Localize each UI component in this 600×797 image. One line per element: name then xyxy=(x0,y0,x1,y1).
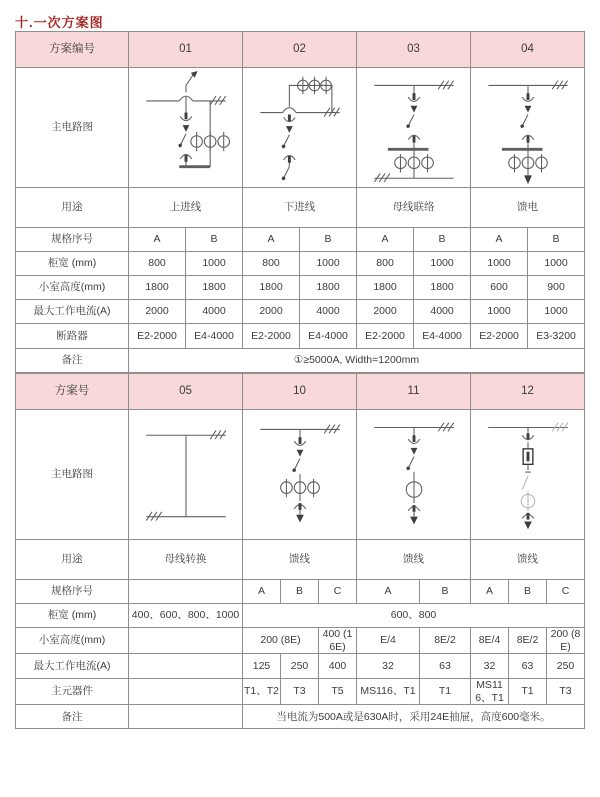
t2-note-label: 备注 xyxy=(16,705,129,729)
t2-usage-row xyxy=(16,540,585,580)
t1-current-cell: 4000 xyxy=(414,300,471,324)
t2-spec-label: 规格序号 xyxy=(16,580,129,604)
t2-component-cell: T3 xyxy=(547,679,585,705)
t2-spec-cell: A xyxy=(471,580,509,604)
t2-current-row xyxy=(16,654,585,679)
t2-spec-row xyxy=(16,580,585,604)
t2-usage-05: 母线转换 xyxy=(129,540,243,580)
t1-spec-cell: A xyxy=(129,228,186,252)
t1-current-cell: 4000 xyxy=(186,300,243,324)
t1-height-label: 小室高度(mm) xyxy=(16,276,129,300)
t1-height-cell: 900 xyxy=(528,276,585,300)
circuit-diagram-11-svg xyxy=(358,412,470,538)
t2-spec-cell: C xyxy=(547,580,585,604)
t2-note-row xyxy=(16,705,585,729)
t1-circuit-label: 主电路图 xyxy=(16,68,129,188)
t1-width-cell: 800 xyxy=(129,252,186,276)
t1-spec-cell: B xyxy=(528,228,585,252)
circuit-diagram-01-svg xyxy=(130,70,242,186)
t1-width-cell: 1000 xyxy=(414,252,471,276)
t2-scheme-12-header: 12 xyxy=(471,374,585,410)
t1-scheme-03-header: 03 xyxy=(357,32,471,68)
t2-component-cell: MS116、T1 xyxy=(357,679,420,705)
t2-scheme-05-header: 05 xyxy=(129,374,243,410)
t1-current-cell: 2000 xyxy=(243,300,300,324)
t1-spec-cell: A xyxy=(243,228,300,252)
t1-height-row xyxy=(16,276,585,300)
circuit-diagram-02 xyxy=(243,68,357,188)
t2-usage-10: 馈线 xyxy=(243,540,357,580)
circuit-diagram-10-svg xyxy=(244,412,356,538)
t2-height-12c: 200 (8E) xyxy=(547,628,585,654)
t2-current-cell: 63 xyxy=(420,654,471,679)
t1-circuit-row xyxy=(16,68,585,188)
circuit-diagram-11 xyxy=(357,410,471,540)
t1-height-cell: 1800 xyxy=(186,276,243,300)
t1-breaker-cell: E4-4000 xyxy=(414,324,471,349)
t1-current-row xyxy=(16,300,585,324)
t2-component-cell: T1、T2 xyxy=(243,679,281,705)
t2-current-label: 最大工作电流(A) xyxy=(16,654,129,679)
t1-current-cell: 2000 xyxy=(129,300,186,324)
t2-height-10c: 400 (16E) xyxy=(319,628,357,654)
t1-width-cell: 1000 xyxy=(186,252,243,276)
t1-width-cell: 1000 xyxy=(471,252,528,276)
circuit-diagram-05 xyxy=(129,410,243,540)
t1-breaker-row xyxy=(16,324,585,349)
t2-header-label: 方案号 xyxy=(16,374,129,410)
t1-header-label: 方案编号 xyxy=(16,32,129,68)
t1-width-cell: 800 xyxy=(357,252,414,276)
t1-height-cell: 1800 xyxy=(129,276,186,300)
t2-component-label: 主元器件 xyxy=(16,679,129,705)
t1-height-cell: 1800 xyxy=(243,276,300,300)
t1-breaker-cell: E4-4000 xyxy=(186,324,243,349)
t1-width-cell: 1000 xyxy=(528,252,585,276)
t2-spec-cell: C xyxy=(319,580,357,604)
t1-note-cell: ①≥5000A, Width=1200mm xyxy=(129,349,585,373)
t2-spec-cell: B xyxy=(281,580,319,604)
t2-spec-cell: A xyxy=(243,580,281,604)
t2-component-cell: T5 xyxy=(319,679,357,705)
t2-height-11a: E/4 xyxy=(357,628,420,654)
t2-height-10ab: 200 (8E) xyxy=(243,628,319,654)
t2-current-cell: 400 xyxy=(319,654,357,679)
t1-current-cell: 1000 xyxy=(528,300,585,324)
t1-width-label: 柜宽 (mm) xyxy=(16,252,129,276)
t2-component-cell: T3 xyxy=(281,679,319,705)
circuit-diagram-01 xyxy=(129,68,243,188)
t1-current-cell: 4000 xyxy=(300,300,357,324)
t2-component-cell: T1 xyxy=(420,679,471,705)
t1-height-cell: 600 xyxy=(471,276,528,300)
circuit-diagram-12-svg xyxy=(472,412,584,538)
t1-note-label: 备注 xyxy=(16,349,129,373)
t2-component-05 xyxy=(129,679,243,705)
t1-usage-row xyxy=(16,188,585,228)
t1-usage-04: 馈电 xyxy=(471,188,585,228)
t2-circuit-label: 主电路图 xyxy=(16,410,129,540)
circuit-diagram-03 xyxy=(357,68,471,188)
t1-width-cell: 1000 xyxy=(300,252,357,276)
circuit-diagram-12 xyxy=(471,410,585,540)
t2-circuit-row xyxy=(16,410,585,540)
t2-height-12b: 8E/2 xyxy=(509,628,547,654)
t1-breaker-cell: E2-2000 xyxy=(243,324,300,349)
t2-scheme-11-header: 11 xyxy=(357,374,471,410)
page-title: 十.一次方案图 xyxy=(15,15,104,30)
t2-current-cell: 250 xyxy=(547,654,585,679)
circuit-diagram-05-svg xyxy=(130,412,242,538)
t1-usage-label: 用途 xyxy=(16,188,129,228)
t2-scheme-10-header: 10 xyxy=(243,374,357,410)
t1-height-cell: 1800 xyxy=(414,276,471,300)
t1-usage-03: 母线联络 xyxy=(357,188,471,228)
t1-current-cell: 2000 xyxy=(357,300,414,324)
t1-width-cell: 800 xyxy=(243,252,300,276)
t1-breaker-cell: E2-2000 xyxy=(471,324,528,349)
circuit-diagram-10 xyxy=(243,410,357,540)
t2-height-12a: 8E/4 xyxy=(471,628,509,654)
t1-spec-cell: A xyxy=(471,228,528,252)
circuit-diagram-02-svg xyxy=(244,70,356,186)
t1-breaker-cell: E2-2000 xyxy=(357,324,414,349)
t2-current-cell: 63 xyxy=(509,654,547,679)
t2-height-row xyxy=(16,628,585,654)
t2-current-05 xyxy=(129,654,243,679)
t2-spec-cell: A xyxy=(357,580,420,604)
t1-width-row xyxy=(16,252,585,276)
t1-spec-label: 规格序号 xyxy=(16,228,129,252)
t2-note-cell: 当电流为500A或是630A时，采用24E抽屉，高度600毫米。 xyxy=(243,705,585,729)
t2-height-label: 小室高度(mm) xyxy=(16,628,129,654)
scheme-table-2 xyxy=(15,373,585,729)
t1-current-label: 最大工作电流(A) xyxy=(16,300,129,324)
t1-spec-cell: B xyxy=(300,228,357,252)
t1-breaker-cell: E4-4000 xyxy=(300,324,357,349)
t2-width-merged: 600、800 xyxy=(243,604,585,628)
t2-height-05 xyxy=(129,628,243,654)
t1-height-cell: 1800 xyxy=(300,276,357,300)
t2-header-row xyxy=(16,374,585,410)
t1-spec-cell: A xyxy=(357,228,414,252)
t2-spec-cell: B xyxy=(420,580,471,604)
t1-breaker-label: 断路器 xyxy=(16,324,129,349)
t2-note-05 xyxy=(129,705,243,729)
t1-scheme-04-header: 04 xyxy=(471,32,585,68)
t2-height-11b: 8E/2 xyxy=(420,628,471,654)
t2-spec-05 xyxy=(129,580,243,604)
t2-width-label: 柜宽 (mm) xyxy=(16,604,129,628)
t2-component-cell: T1 xyxy=(509,679,547,705)
t2-current-cell: 32 xyxy=(357,654,420,679)
circuit-diagram-04 xyxy=(471,68,585,188)
t2-current-cell: 32 xyxy=(471,654,509,679)
t2-width-05: 400、600、800、1000 xyxy=(129,604,243,628)
t1-breaker-cell: E2-2000 xyxy=(129,324,186,349)
t2-usage-label: 用途 xyxy=(16,540,129,580)
t2-usage-12: 馈线 xyxy=(471,540,585,580)
t1-scheme-02-header: 02 xyxy=(243,32,357,68)
t1-usage-02: 下进线 xyxy=(243,188,357,228)
t1-spec-cell: B xyxy=(186,228,243,252)
t1-spec-cell: B xyxy=(414,228,471,252)
t2-width-row xyxy=(16,604,585,628)
t1-note-row xyxy=(16,349,585,373)
circuit-diagram-03-svg xyxy=(358,70,470,186)
t1-height-cell: 1800 xyxy=(357,276,414,300)
t2-current-cell: 250 xyxy=(281,654,319,679)
circuit-diagram-04-svg xyxy=(472,70,584,186)
t1-current-cell: 1000 xyxy=(471,300,528,324)
scheme-table-1 xyxy=(15,31,585,373)
t1-spec-row xyxy=(16,228,585,252)
t2-usage-11: 馈线 xyxy=(357,540,471,580)
t1-scheme-01-header: 01 xyxy=(129,32,243,68)
t1-usage-01: 上进线 xyxy=(129,188,243,228)
t2-spec-cell: B xyxy=(509,580,547,604)
t1-header-row xyxy=(16,32,585,68)
t2-component-cell: MS116、T1 xyxy=(471,679,509,705)
t1-breaker-cell: E3-3200 xyxy=(528,324,585,349)
t2-component-row xyxy=(16,679,585,705)
t2-current-cell: 125 xyxy=(243,654,281,679)
